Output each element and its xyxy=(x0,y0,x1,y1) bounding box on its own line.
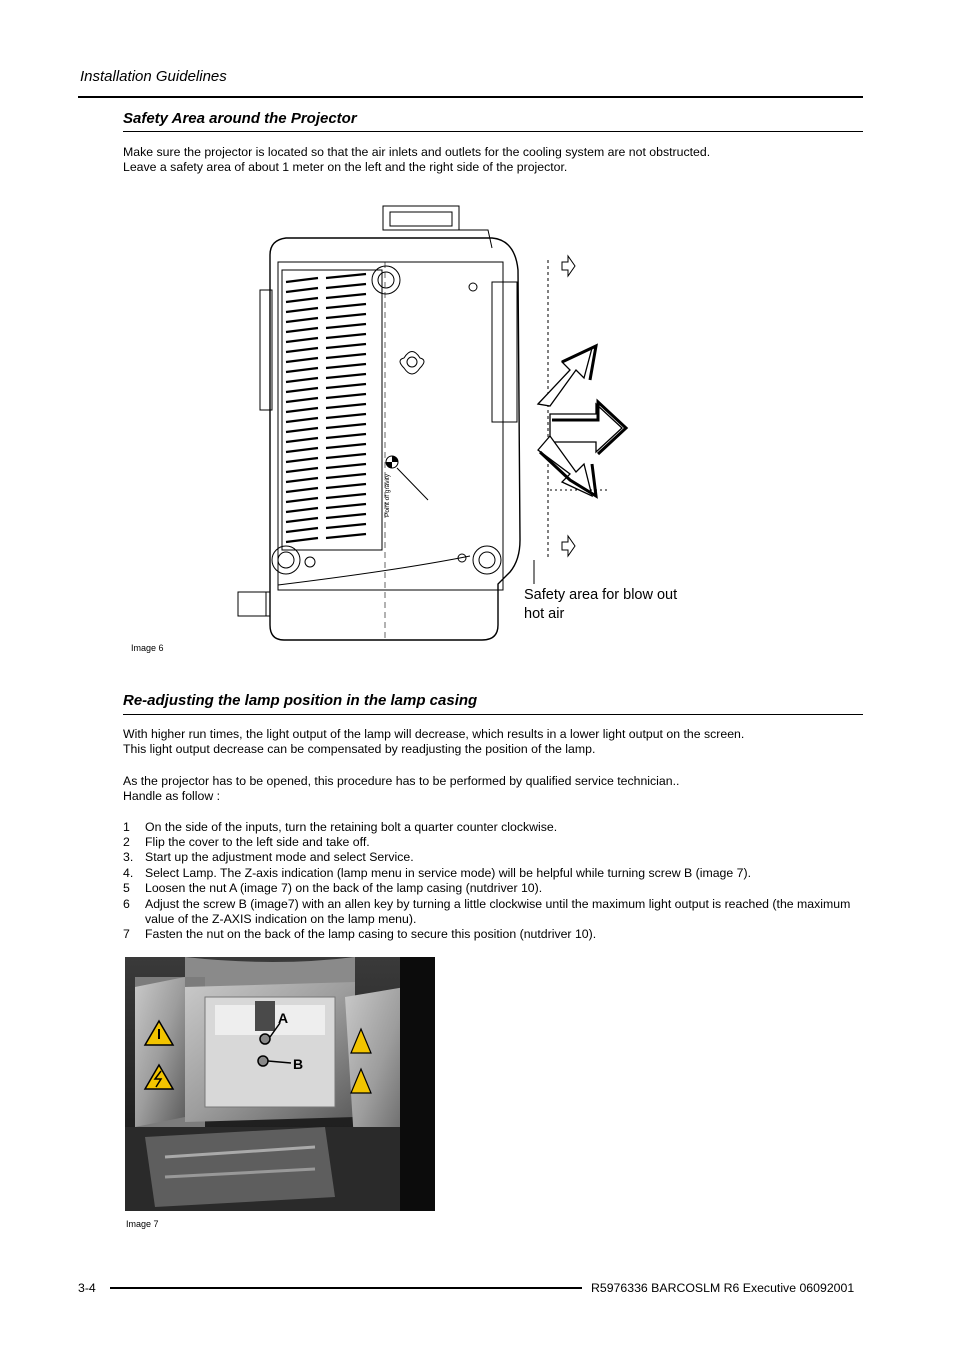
step-item xyxy=(123,850,865,865)
paragraph-line: Leave a safety area of about 1 meter on the left and the right side of the projector. xyxy=(123,160,568,175)
step-text: Flip the cover to the left side and take off. xyxy=(145,835,370,850)
step-text: Adjust the screw B (image7) with an allen key by turning a little clockwise until the maximum light output is reached (the maximum value of the Z-AXIS indication on the lamp menu). xyxy=(145,897,851,927)
step-number: 7 xyxy=(123,927,130,942)
step-item xyxy=(123,866,865,881)
label-b: B xyxy=(293,1056,304,1072)
step-text: On the side of the inputs, turn the retaining bolt a quarter counter clockwise. xyxy=(145,820,558,834)
paragraph-line: Make sure the projector is located so that the air inlets and outlets for the cooling system are not obstructed. xyxy=(123,145,711,159)
image-caption: Image 7 xyxy=(126,1219,159,1229)
safety-area-callout xyxy=(524,586,677,624)
header-rule xyxy=(78,96,863,98)
step-text: Fasten the nut on the back of the lamp casing to secure this position (nutdriver 10). xyxy=(145,927,597,942)
step-item xyxy=(123,835,865,850)
step-number: 3. xyxy=(123,850,134,865)
procedure-steps xyxy=(123,820,865,943)
step-item xyxy=(123,881,865,896)
step-item xyxy=(123,927,865,942)
running-header: Installation Guidelines xyxy=(80,68,227,85)
step-number: 2 xyxy=(123,835,130,850)
paragraph-line: This light output decrease can be compensated by readjusting the position of the lamp. xyxy=(123,742,596,757)
technician-paragraph xyxy=(123,774,679,804)
paragraph-line: As the projector has to be opened, this procedure has to be performed by qualified service technician.. xyxy=(123,774,680,788)
gravity-label: Point of gravity xyxy=(384,474,391,517)
callout-line: hot air xyxy=(524,606,565,622)
document-reference: R5976336 BARCOSLM R6 Executive 06092001 xyxy=(591,1281,855,1295)
safety-area-paragraph xyxy=(123,145,710,175)
step-number: 5 xyxy=(123,880,130,895)
section-title-lamp-readjust: Re-adjusting the lamp position in the lamp casing xyxy=(123,692,478,709)
section-rule xyxy=(123,714,863,715)
hot-air-arrows xyxy=(538,348,622,496)
footer-rule xyxy=(110,1287,582,1289)
step-text: Select Lamp. The Z-axis indication (lamp menu in service mode) will be helpful while turning screw B (image 7). xyxy=(145,865,751,880)
section-rule xyxy=(123,131,863,132)
image-caption: Image 6 xyxy=(131,643,164,653)
step-text: Loosen the nut A (image 7) on the back of the lamp casing (nutdriver 10). xyxy=(145,880,543,895)
paragraph-line: With higher run times, the light output of the lamp will decrease, which results in a lower light output on the screen. xyxy=(123,727,745,741)
step-text: Start up the adjustment mode and select Service. xyxy=(145,850,414,865)
vent-slats xyxy=(286,274,366,542)
projector-bottom-view-diagram xyxy=(230,200,640,650)
label-a: A xyxy=(278,1010,289,1026)
step-number: 6 xyxy=(123,897,130,912)
step-number: 1 xyxy=(123,820,130,834)
center-of-gravity-icon xyxy=(386,456,398,468)
page-number: 3-4 xyxy=(78,1281,96,1295)
paragraph-line: Handle as follow : xyxy=(123,789,221,804)
step-number: 4. xyxy=(123,865,134,880)
step-item xyxy=(123,897,865,927)
callout-line: Safety area for blow out xyxy=(524,587,678,603)
lamp-casing-photo xyxy=(125,957,435,1211)
light-output-paragraph xyxy=(123,727,744,757)
step-item xyxy=(123,820,865,835)
section-title-safety-area: Safety Area around the Projector xyxy=(123,110,357,127)
